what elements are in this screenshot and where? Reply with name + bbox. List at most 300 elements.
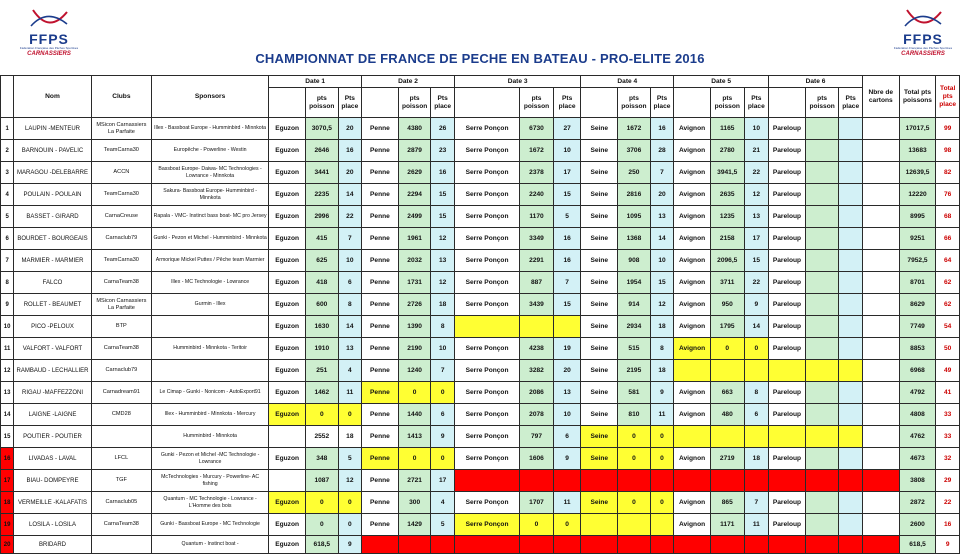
d1-pl-cell: 0	[338, 404, 361, 426]
d3-pl-cell: 6	[553, 426, 581, 448]
d1-pl-cell: 10	[338, 250, 361, 272]
d2-pl-cell	[431, 536, 454, 554]
d6-loc-cell: Pareloup	[769, 338, 806, 360]
d4-pl-cell: 10	[650, 250, 673, 272]
d2-loc-cell: Penne	[362, 162, 399, 184]
d1-pl-cell: 7	[338, 228, 361, 250]
rank-cell: 6	[1, 228, 14, 250]
name-cell: MARAGOU -DELEBARRE	[14, 162, 92, 184]
d2-pl-cell: 26	[431, 118, 454, 140]
d5-pp-cell: 2096,5	[710, 250, 744, 272]
d6-pp-cell	[805, 162, 839, 184]
d5-pl-cell	[744, 360, 768, 382]
d1-pp-cell: 2235	[305, 184, 338, 206]
d2-loc-cell: Penne	[362, 426, 399, 448]
cartons-cell	[862, 338, 899, 360]
sponsors-cell: Le Cimap - Gunki - Nonicom - AutoExport91	[151, 382, 268, 404]
d3-pp-header: pts poisson	[520, 88, 554, 118]
d4-loc-cell: Seine	[581, 162, 618, 184]
d2-pp-cell: 2629	[398, 162, 431, 184]
d5-pl-cell: 7	[744, 492, 768, 514]
d1-pp-cell: 0	[305, 404, 338, 426]
d1-pl-cell: 14	[338, 184, 361, 206]
rank-cell: 11	[1, 338, 14, 360]
d3-pp-cell	[520, 470, 554, 492]
d3-pl-cell: 16	[553, 228, 581, 250]
d5-loc-cell: Avignon	[674, 514, 711, 536]
d6-pp-cell	[805, 294, 839, 316]
d1-loc-cell: Eguzon	[269, 272, 306, 294]
rank-cell: 10	[1, 316, 14, 338]
d5-pp-cell: 2780	[710, 140, 744, 162]
date-1-header: Date 1	[269, 76, 362, 88]
d4-loc-cell: Seine	[581, 272, 618, 294]
nom-header: Nom	[14, 76, 92, 118]
d3-pp-cell: 4238	[520, 338, 554, 360]
d1-loc-cell: Eguzon	[269, 338, 306, 360]
d6-loc-cell: Pareloup	[769, 228, 806, 250]
name-cell: MARMIER - MARMIER	[14, 250, 92, 272]
d6-pp-cell	[805, 184, 839, 206]
d6-pp-cell	[805, 492, 839, 514]
d2-loc-cell: Penne	[362, 360, 399, 382]
d4-pp-cell: 3706	[618, 140, 651, 162]
d1-pp-cell: 3070,5	[305, 118, 338, 140]
d2-pl-header: Pts place	[431, 88, 454, 118]
d6-pp-cell	[805, 360, 839, 382]
d4-pl-cell: 14	[650, 228, 673, 250]
d6-loc-cell: Pareloup	[769, 514, 806, 536]
total-poissons-cell: 2872	[899, 492, 936, 514]
d1-loc-cell: Eguzon	[269, 382, 306, 404]
d6-loc-cell: Pareloup	[769, 382, 806, 404]
d2-loc-cell: Penne	[362, 404, 399, 426]
name-cell: LIVADAS - LAVAL	[14, 448, 92, 470]
d3-pp-cell: 3282	[520, 360, 554, 382]
d1-pl-cell: 12	[338, 470, 361, 492]
club-cell: BTP	[91, 316, 151, 338]
d4-pl-cell: 0	[650, 426, 673, 448]
d5-loc-header	[674, 88, 711, 118]
d1-pp-cell: 251	[305, 360, 338, 382]
name-cell: BASSET - GIRARD	[14, 206, 92, 228]
sponsors-cell: Illex - Humminbird - Minnkota - Mercury	[151, 404, 268, 426]
d1-pl-cell: 20	[338, 162, 361, 184]
d6-pl-cell	[839, 448, 862, 470]
d4-pp-cell: 2195	[618, 360, 651, 382]
d3-pl-cell: 16	[553, 250, 581, 272]
d1-pp-cell: 0	[305, 492, 338, 514]
d4-pp-cell: 0	[618, 448, 651, 470]
d2-pl-cell: 13	[431, 250, 454, 272]
d1-pp-cell: 418	[305, 272, 338, 294]
d1-loc-cell: Eguzon	[269, 536, 306, 554]
d4-pp-cell: 810	[618, 404, 651, 426]
total-poissons-cell: 8701	[899, 272, 936, 294]
d5-pl-cell: 8	[744, 382, 768, 404]
results-body	[1, 118, 960, 554]
total-place-cell: 62	[936, 294, 960, 316]
club-cell: Carnadream91	[91, 382, 151, 404]
d2-pl-cell: 17	[431, 470, 454, 492]
d3-pl-cell: 15	[553, 294, 581, 316]
club-cell: CarnaTeam38	[91, 338, 151, 360]
d1-pl-cell: 0	[338, 492, 361, 514]
d5-pp-header: pts poisson	[710, 88, 744, 118]
d1-loc-cell	[269, 470, 306, 492]
page-title: CHAMPIONNAT DE FRANCE DE PECHE EN BATEAU - PRO-ELITE 2016	[255, 51, 705, 66]
d5-loc-cell: Avignon	[674, 140, 711, 162]
sponsors-cell: Gunki - Bassboat Europe - MC Technologie	[151, 514, 268, 536]
d1-pp-cell: 2996	[305, 206, 338, 228]
d2-pl-cell: 16	[431, 162, 454, 184]
club-cell: Carnaclub05	[91, 492, 151, 514]
d6-pp-header: pts poisson	[805, 88, 839, 118]
rank-cell: 9	[1, 294, 14, 316]
d6-loc-cell: Pareloup	[769, 404, 806, 426]
cartons-cell	[862, 162, 899, 184]
d2-loc-cell: Penne	[362, 228, 399, 250]
club-cell: TeamCarna30	[91, 250, 151, 272]
d1-pl-cell: 6	[338, 272, 361, 294]
d2-loc-cell	[362, 536, 399, 554]
d3-pl-cell: 27	[553, 118, 581, 140]
sponsors-cell: Humminbird - Minnkota	[151, 426, 268, 448]
d5-pl-cell: 14	[744, 316, 768, 338]
d6-loc-cell: Pareloup	[769, 448, 806, 470]
d1-pp-cell: 348	[305, 448, 338, 470]
total-place-cell: 33	[936, 426, 960, 448]
total-place-cell: 50	[936, 338, 960, 360]
d3-loc-cell: Serre Ponçon	[454, 492, 519, 514]
club-cell: CMD28	[91, 404, 151, 426]
total-place-cell: 98	[936, 140, 960, 162]
d2-pl-cell: 8	[431, 316, 454, 338]
fish-hook-logo-icon	[27, 4, 71, 34]
d4-loc-cell: Seine	[581, 206, 618, 228]
d6-pl-cell	[839, 272, 862, 294]
d6-pp-cell	[805, 404, 839, 426]
clubs-header: Clubs	[91, 76, 151, 118]
d5-loc-cell: Avignon	[674, 250, 711, 272]
total-place-cell: 16	[936, 514, 960, 536]
total-place-cell: 76	[936, 184, 960, 206]
total-place-cell: 29	[936, 470, 960, 492]
d4-loc-cell: Seine	[581, 404, 618, 426]
d3-pl-header: Pts place	[553, 88, 581, 118]
d2-pp-cell: 2032	[398, 250, 431, 272]
d4-pp-cell: 1954	[618, 272, 651, 294]
sponsors-cell	[151, 360, 268, 382]
table-row	[1, 118, 960, 140]
d5-loc-cell: Avignon	[674, 118, 711, 140]
d4-pl-cell: 28	[650, 140, 673, 162]
d3-pp-cell: 0	[520, 514, 554, 536]
d4-pp-cell: 0	[618, 426, 651, 448]
table-row	[1, 426, 960, 448]
d6-pp-cell	[805, 228, 839, 250]
total-poissons-cell: 4808	[899, 404, 936, 426]
d2-pp-cell: 1413	[398, 426, 431, 448]
d4-pp-cell: 0	[618, 492, 651, 514]
d1-pl-header: Pts place	[338, 88, 361, 118]
d3-loc-cell: Serre Ponçon	[454, 360, 519, 382]
d6-loc-cell: Pareloup	[769, 184, 806, 206]
d6-pl-cell	[839, 118, 862, 140]
d3-pp-cell: 2291	[520, 250, 554, 272]
logo-text: FFPS	[903, 31, 943, 47]
d4-pp-cell: 908	[618, 250, 651, 272]
d4-pl-cell	[650, 514, 673, 536]
d4-loc-cell: Seine	[581, 184, 618, 206]
d3-pp-cell: 797	[520, 426, 554, 448]
d4-pl-cell: 18	[650, 360, 673, 382]
d5-pp-cell: 480	[710, 404, 744, 426]
d2-pl-cell: 9	[431, 426, 454, 448]
total-poissons-cell: 2600	[899, 514, 936, 536]
d6-pp-cell	[805, 448, 839, 470]
d5-pp-cell: 1795	[710, 316, 744, 338]
d4-pl-cell: 15	[650, 272, 673, 294]
d3-pl-cell: 10	[553, 140, 581, 162]
rank-cell: 14	[1, 404, 14, 426]
cartons-cell	[862, 228, 899, 250]
d6-pl-cell	[839, 250, 862, 272]
d5-loc-cell	[674, 470, 711, 492]
d5-pp-cell: 865	[710, 492, 744, 514]
table-row	[1, 514, 960, 536]
rank-cell: 2	[1, 140, 14, 162]
d1-loc-cell: Eguzon	[269, 492, 306, 514]
table-row	[1, 294, 960, 316]
d3-pp-cell: 1672	[520, 140, 554, 162]
total-place-cell: 49	[936, 360, 960, 382]
sponsors-cell: Gunki - Pezon et Michel -MC Technologie - Lowrance	[151, 448, 268, 470]
d1-pp-cell: 1462	[305, 382, 338, 404]
d6-loc-cell	[769, 470, 806, 492]
d2-loc-cell: Penne	[362, 206, 399, 228]
d5-pl-cell: 10	[744, 118, 768, 140]
d1-loc-cell: Eguzon	[269, 360, 306, 382]
d1-pl-cell: 9	[338, 536, 361, 554]
d6-pp-cell	[805, 140, 839, 162]
d2-loc-cell: Penne	[362, 118, 399, 140]
d1-pp-cell: 625	[305, 250, 338, 272]
table-row	[1, 338, 960, 360]
total-poissons-cell: 6968	[899, 360, 936, 382]
d1-loc-cell: Eguzon	[269, 250, 306, 272]
d5-loc-cell: Avignon	[674, 338, 711, 360]
d1-pp-cell: 2646	[305, 140, 338, 162]
d4-pp-cell: 914	[618, 294, 651, 316]
total-poissons-cell: 17017,5	[899, 118, 936, 140]
d4-pl-cell: 18	[650, 316, 673, 338]
d3-pl-cell	[553, 316, 581, 338]
logo-sub: CARNASSIERS	[901, 51, 945, 57]
logo-text: FFPS	[29, 31, 69, 47]
d2-loc-cell: Penne	[362, 514, 399, 536]
sponsors-header: Sponsors	[151, 76, 268, 118]
name-cell: ROLLET - BEAUMET	[14, 294, 92, 316]
d6-pl-cell	[839, 228, 862, 250]
sponsors-cell: Gurmin - Illex	[151, 294, 268, 316]
d3-pl-cell: 17	[553, 162, 581, 184]
d4-pl-cell: 9	[650, 382, 673, 404]
logo-federation: Fédération Française des Pêches Sportives	[893, 46, 953, 50]
d3-pl-cell: 9	[553, 448, 581, 470]
cartons-cell	[862, 272, 899, 294]
cartons-cell	[862, 140, 899, 162]
d2-pl-cell: 12	[431, 272, 454, 294]
d6-pl-header: Pts place	[839, 88, 862, 118]
d5-loc-cell: Avignon	[674, 492, 711, 514]
cartons-cell	[862, 118, 899, 140]
table-row	[1, 228, 960, 250]
d3-pp-cell: 6730	[520, 118, 554, 140]
d5-loc-cell: Avignon	[674, 162, 711, 184]
d2-loc-cell: Penne	[362, 382, 399, 404]
d1-pl-cell: 13	[338, 338, 361, 360]
d4-pp-cell	[618, 536, 651, 554]
d2-pl-cell: 15	[431, 184, 454, 206]
date-4-header: Date 4	[581, 76, 674, 88]
cartons-cell	[862, 404, 899, 426]
d3-pl-cell: 19	[553, 338, 581, 360]
d5-loc-cell: Avignon	[674, 404, 711, 426]
d3-loc-cell: Serre Ponçon	[454, 184, 519, 206]
sponsors-cell: McTechnologies - Murcury - Powerline- AC fishing	[151, 470, 268, 492]
total-place-cell: 66	[936, 228, 960, 250]
d4-loc-cell	[581, 470, 618, 492]
d2-pp-header: pts poisson	[398, 88, 431, 118]
total-poissons-cell: 12639,5	[899, 162, 936, 184]
d3-pl-cell: 13	[553, 382, 581, 404]
fish-hook-logo-icon	[901, 4, 945, 34]
d3-loc-cell: Serre Ponçon	[454, 206, 519, 228]
d4-pl-cell	[650, 536, 673, 554]
d2-pp-cell	[398, 536, 431, 554]
name-cell: POULAIN - POULAIN	[14, 184, 92, 206]
table-row	[1, 140, 960, 162]
d2-pp-cell: 300	[398, 492, 431, 514]
rank-cell: 3	[1, 162, 14, 184]
d4-pl-cell: 20	[650, 184, 673, 206]
d4-loc-cell: Seine	[581, 382, 618, 404]
d6-pl-cell	[839, 492, 862, 514]
d2-pl-cell: 12	[431, 228, 454, 250]
d4-loc-header	[581, 88, 618, 118]
d5-pl-cell: 6	[744, 404, 768, 426]
name-cell: VALFORT - VALFORT	[14, 338, 92, 360]
d3-loc-cell	[454, 316, 519, 338]
d2-loc-cell: Penne	[362, 448, 399, 470]
d1-loc-header	[269, 88, 306, 118]
name-cell: PICO -PELOUX	[14, 316, 92, 338]
d1-pl-cell: 20	[338, 118, 361, 140]
total-poissons-cell: 7952,5	[899, 250, 936, 272]
d4-loc-cell: Seine	[581, 140, 618, 162]
d5-loc-cell: Avignon	[674, 228, 711, 250]
table-row	[1, 360, 960, 382]
d5-pl-cell	[744, 470, 768, 492]
rank-cell: 8	[1, 272, 14, 294]
d1-pp-cell: 415	[305, 228, 338, 250]
d2-loc-cell: Penne	[362, 294, 399, 316]
rank-cell: 17	[1, 470, 14, 492]
d1-loc-cell: Eguzon	[269, 140, 306, 162]
cartons-cell	[862, 382, 899, 404]
d6-pl-cell	[839, 294, 862, 316]
club-cell: CarnaCreuse	[91, 206, 151, 228]
rank-cell: 12	[1, 360, 14, 382]
d6-loc-cell: Pareloup	[769, 118, 806, 140]
cartons-cell	[862, 316, 899, 338]
d4-pp-cell	[618, 514, 651, 536]
table-row	[1, 536, 960, 554]
d3-pl-cell: 15	[553, 184, 581, 206]
d4-pl-cell	[650, 470, 673, 492]
d2-pp-cell: 1240	[398, 360, 431, 382]
d2-loc-cell: Penne	[362, 492, 399, 514]
d4-pp-cell: 1368	[618, 228, 651, 250]
d6-pl-cell	[839, 140, 862, 162]
d2-pp-cell: 2721	[398, 470, 431, 492]
d1-loc-cell: Eguzon	[269, 316, 306, 338]
d4-pl-header: Pts place	[650, 88, 673, 118]
d5-pp-cell	[710, 360, 744, 382]
d5-pp-cell: 2719	[710, 448, 744, 470]
d5-pl-cell: 18	[744, 448, 768, 470]
d3-pp-cell: 3439	[520, 294, 554, 316]
d2-pp-cell: 1429	[398, 514, 431, 536]
d6-pl-cell	[839, 360, 862, 382]
d3-pp-cell: 3349	[520, 228, 554, 250]
d2-pl-cell: 15	[431, 206, 454, 228]
d3-loc-cell: Serre Ponçon	[454, 426, 519, 448]
d4-pp-header: pts poisson	[618, 88, 651, 118]
total-poissons-cell: 7749	[899, 316, 936, 338]
d2-pl-cell: 6	[431, 404, 454, 426]
d3-loc-cell: Serre Ponçon	[454, 162, 519, 184]
logo-sub: CARNASSIERS	[27, 51, 71, 57]
club-cell: MSicon Carnassiers La Parfaite	[91, 118, 151, 140]
d3-pl-cell	[553, 536, 581, 554]
d4-pp-cell: 250	[618, 162, 651, 184]
d2-pp-cell: 1731	[398, 272, 431, 294]
d1-loc-cell: Eguzon	[269, 514, 306, 536]
d6-loc-cell: Pareloup	[769, 206, 806, 228]
d6-pp-cell	[805, 250, 839, 272]
d1-loc-cell: Eguzon	[269, 162, 306, 184]
d6-loc-cell: Pareloup	[769, 316, 806, 338]
rank-cell: 15	[1, 426, 14, 448]
d1-loc-cell: Eguzon	[269, 404, 306, 426]
date-2-header: Date 2	[362, 76, 455, 88]
d6-pl-cell	[839, 184, 862, 206]
d4-pl-cell: 0	[650, 492, 673, 514]
d1-pl-cell: 22	[338, 206, 361, 228]
d2-pl-cell: 5	[431, 514, 454, 536]
date-6-header: Date 6	[769, 76, 863, 88]
d3-loc-cell: Serre Ponçon	[454, 294, 519, 316]
name-cell: RIGAU -MAFFEZZONI	[14, 382, 92, 404]
cartons-header: Nbre de cartons	[862, 76, 899, 118]
d5-pp-cell: 3711	[710, 272, 744, 294]
d1-pp-cell: 1910	[305, 338, 338, 360]
name-cell: VERMEILLE -KALAFATIS	[14, 492, 92, 514]
d3-pl-cell: 10	[553, 404, 581, 426]
cartons-cell	[862, 426, 899, 448]
